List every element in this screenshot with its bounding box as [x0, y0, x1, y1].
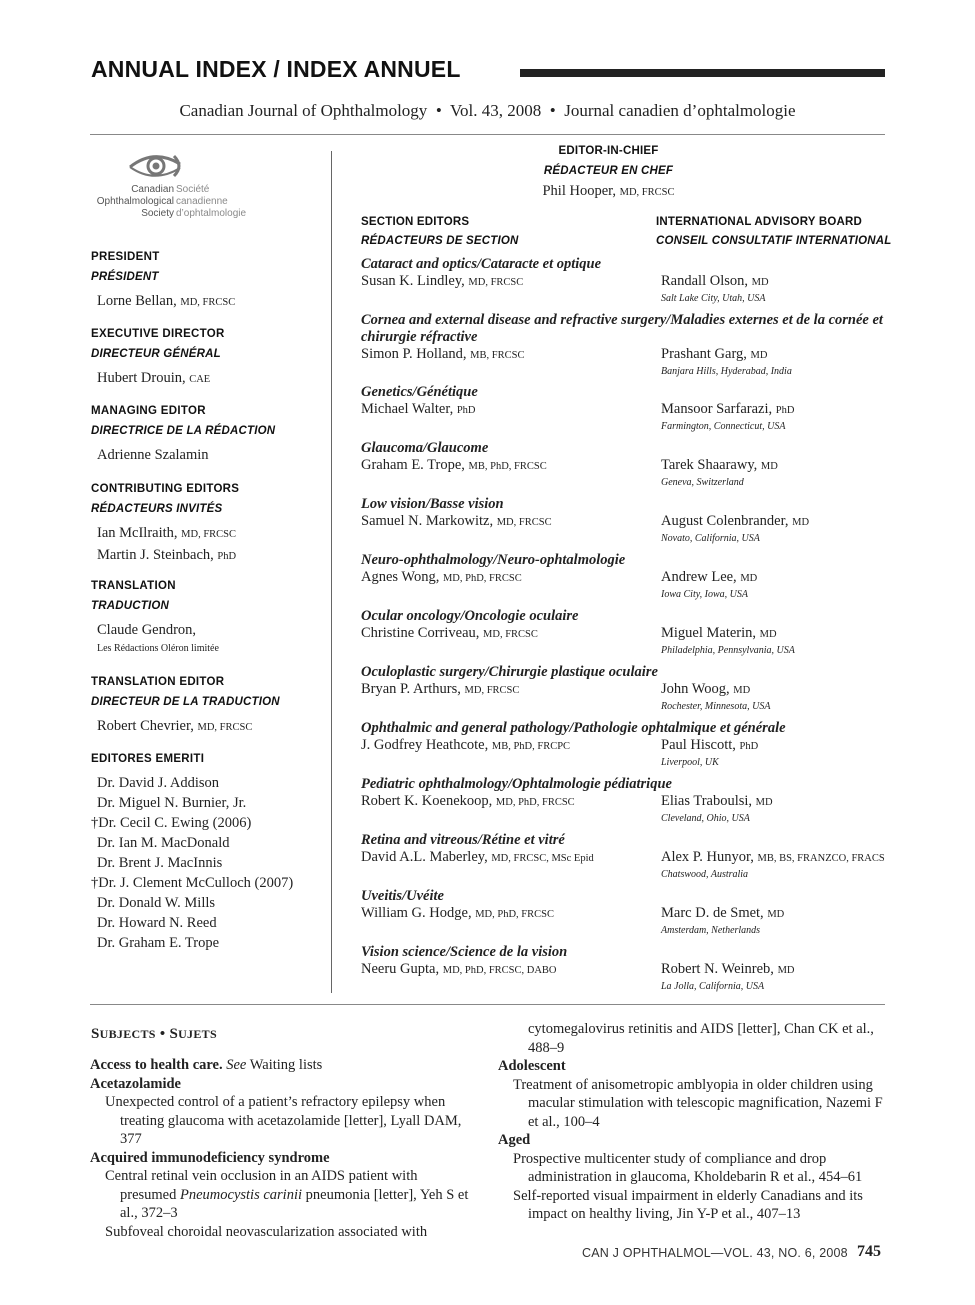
- section-people: [361, 513, 886, 530]
- editor-in-chief: [332, 141, 885, 203]
- role-label-en: EXECUTIVE DIRECTOR: [91, 328, 225, 340]
- advisory-member: Robert N. Weinreb, MD: [661, 961, 795, 977]
- role-label-en: CONTRIBUTING EDITORS: [91, 483, 240, 495]
- advisory-member: Paul Hiscott, PhD: [661, 737, 759, 753]
- advisor-location-row: [361, 810, 886, 827]
- advisor-location: Farmington, Connecticut, USA: [661, 421, 786, 432]
- section-title: Cornea and external disease and refractive surgery/Maladies externes et de la cornée et chirurgie réfractive: [361, 312, 883, 345]
- masthead-emeriti: [91, 749, 326, 953]
- emeritus-name: †Dr. J. Clement McCulloch (2007): [91, 875, 294, 891]
- advisor-location: Liverpool, UK: [661, 757, 719, 768]
- advisor-location-row: [361, 586, 886, 603]
- advisor-location: Cleveland, Ohio, USA: [661, 813, 750, 824]
- index-entry: Subfoveal choroidal neovascularization associated with: [105, 1223, 428, 1240]
- advisor-location: Novato, California, USA: [661, 533, 760, 544]
- index-entry: Unexpected control of a patient’s refractory epilepsy when treating glaucoma with acetazolamide [letter], Lyall DAM, 377: [105, 1094, 462, 1147]
- emeritus-name: Dr. Miguel N. Burnier, Jr.: [97, 795, 247, 811]
- footer-citation: CAN J OPHTHALMOL—VOL. 43, NO. 6, 2008: [582, 1246, 848, 1260]
- advisor-location: Philadelphia, Pennsylvania, USA: [661, 645, 795, 656]
- masthead-translation-editor: [91, 672, 326, 738]
- role-label-fr: DIRECTRICE DE LA RÉDACTION: [91, 425, 276, 437]
- index-entry: Self-reported visual impairment in elderly Canadians and its impact on healthy living, Jin Y-P et al., 407–13: [513, 1187, 863, 1222]
- section-entry: [361, 888, 886, 939]
- advisory-member: Andrew Lee, MD: [661, 569, 758, 585]
- section-entry: [361, 944, 886, 995]
- section-title: Neuro-ophthalmology/Neuro-ophtalmologie: [361, 552, 626, 568]
- role-label-fr: DIRECTEUR GÉNÉRAL: [91, 348, 221, 360]
- index-entry: cytomegalovirus retinitis and AIDS [letter], Chan CK et al., 488–9: [528, 1021, 874, 1056]
- advisor-location-row: [361, 978, 886, 995]
- separator: •: [435, 101, 442, 120]
- volume: Vol. 43, 2008: [449, 101, 542, 120]
- advisor-location: Iowa City, Iowa, USA: [661, 589, 748, 600]
- role-names: [91, 291, 326, 313]
- logo-line: Société: [176, 184, 210, 195]
- section-entry: [361, 720, 886, 771]
- role-label-en: EDITORES EMERITI: [91, 753, 205, 765]
- section-editor: Christine Corriveau, MD, FRCSC: [361, 625, 538, 641]
- advisor-location-row: [361, 290, 886, 307]
- section-title: Oculoplastic surgery/Chirurgie plastique oculaire: [361, 664, 658, 680]
- advisory-member: Prashant Garg, MD: [661, 346, 768, 362]
- emeritus-name: Dr. Graham E. Trope: [97, 935, 220, 951]
- index-term: Aged: [498, 1132, 531, 1148]
- role-names: [91, 368, 326, 390]
- emeritus-name: Dr. Brent J. MacInnis: [97, 855, 223, 871]
- role-label-fr: TRADUCTION: [91, 600, 170, 612]
- section-people: [361, 457, 886, 474]
- eye-icon: [122, 150, 192, 184]
- advisory-member: Alex P. Hunyor, MB, BS, FRANZCO, FRACS: [661, 849, 885, 865]
- eic-label-en: EDITOR-IN-CHIEF: [558, 145, 659, 157]
- section-people: [361, 569, 886, 586]
- index-term: Adolescent: [498, 1058, 566, 1074]
- section-entry: [361, 384, 886, 435]
- section-entry: [361, 552, 886, 603]
- advisor-location: Amsterdam, Netherlands: [661, 925, 761, 936]
- advisory-member: Randall Olson, MD: [661, 273, 769, 289]
- role-names: [91, 523, 326, 567]
- section-entry: [361, 496, 886, 547]
- person: Claude Gendron,: [97, 622, 197, 638]
- advisor-location: La Jolla, California, USA: [661, 981, 765, 992]
- section-editor: Susan K. Lindley, MD, FRCSC: [361, 273, 524, 289]
- advisory-member: Miguel Materin, MD: [661, 625, 777, 641]
- advisor-location-row: [361, 474, 886, 491]
- section-people: [361, 273, 886, 290]
- cos-logo: [92, 150, 252, 222]
- advisor-location-row: [361, 866, 886, 883]
- role-names: [91, 445, 326, 465]
- advisory-member: Elias Traboulsi, MD: [661, 793, 773, 809]
- role-label-en: MANAGING EDITOR: [91, 405, 206, 417]
- company-note: Les Rédactions Oléron limitée: [97, 643, 219, 654]
- section-title: Pediatric ophthalmology/Ophtalmologie pédiatrique: [361, 776, 672, 792]
- logo-text-en: [94, 184, 174, 220]
- person: Hubert Drouin, CAE: [97, 370, 211, 386]
- section-editor: Bryan P. Arthurs, MD, FRCSC: [361, 681, 520, 697]
- section-people: [361, 346, 886, 363]
- advisor-location: Salt Lake City, Utah, USA: [661, 293, 766, 304]
- advisor-location-row: [361, 754, 886, 771]
- logo-line: Canadian: [131, 184, 174, 195]
- section-editor: J. Godfrey Heathcote, MB, PhD, FRCPC: [361, 737, 571, 753]
- section-editor: David A.L. Maberley, MD, FRCSC, MSc Epid: [361, 849, 594, 865]
- masthead-contributing-editors: [91, 479, 326, 567]
- page-number: 745: [857, 1243, 881, 1260]
- journal-name-fr: Journal canadien d’ophtalmologie: [564, 101, 796, 120]
- advisory-member: Mansoor Sarfarazi, PhD: [661, 401, 795, 417]
- section-editors-label-en: SECTION EDITORS: [361, 216, 470, 228]
- section-entry: [361, 608, 886, 659]
- advisory-member: John Woog, MD: [661, 681, 751, 697]
- role-names: [91, 716, 326, 738]
- advisor-location-row: [361, 922, 886, 939]
- advisor-location: Banjara Hills, Hyderabad, India: [661, 366, 792, 377]
- section-people: [361, 625, 886, 642]
- role-label-fr: DIRECTEUR DE LA TRADUCTION: [91, 696, 280, 708]
- logo-line: Ophthalmological: [96, 196, 174, 207]
- section-editor: Samuel N. Markowitz, MD, FRCSC: [361, 513, 552, 529]
- section-people: [361, 793, 886, 810]
- role-names: [91, 620, 326, 658]
- section-people: [361, 905, 886, 922]
- index-term: Acetazolamide: [90, 1075, 181, 1092]
- section-title: Glaucoma/Glaucome: [361, 440, 489, 456]
- section-title: Retina and vitreous/Rétine et vitré: [361, 832, 565, 848]
- person: Adrienne Szalamin: [97, 447, 209, 463]
- logo-text-fr: [176, 184, 246, 220]
- index-entry: Prospective multicenter study of compliance and drop administration in glaucoma, Kholdebarin R et al., 454–61: [513, 1150, 863, 1185]
- section-editor: Agnes Wong, MD, PhD, FRCSC: [361, 569, 522, 585]
- emeritus-name: †Dr. Cecil C. Ewing (2006): [91, 815, 252, 831]
- advisor-location-row: [361, 418, 886, 435]
- index-entry: Central retinal vein occlusion in an AIDS patient with presumed Pneumocystis carinii pneumonia [letter], Yeh S et al., 372–3: [105, 1168, 469, 1221]
- journal-line: [0, 101, 975, 121]
- section-editor: Simon P. Holland, MB, FRCSC: [361, 346, 525, 362]
- logo-line: Society: [141, 208, 174, 219]
- advisory-board-label-en: INTERNATIONAL ADVISORY BOARD: [656, 216, 863, 228]
- section-editor: Neeru Gupta, MD, PhD, FRCSC, DABO: [361, 961, 557, 977]
- advisor-location-row: [361, 642, 886, 659]
- masthead-translation: [91, 576, 326, 658]
- role-label-en: TRANSLATION: [91, 580, 176, 592]
- eic-label-fr: RÉDACTEUR EN CHEF: [543, 165, 674, 177]
- section-editor: Robert K. Koenekoop, MD, PhD, FRCSC: [361, 793, 575, 809]
- person: Martin J. Steinbach, PhD: [97, 547, 237, 563]
- section-title: Uveitis/Uvéite: [361, 888, 444, 904]
- logo-line: d’ophtalmologie: [176, 208, 247, 219]
- section-title: Ophthalmic and general pathology/Pathologie ophtalmique et générale: [361, 720, 786, 736]
- section-people: [361, 681, 886, 698]
- section-editor: William G. Hodge, MD, PhD, FRCSC: [361, 905, 554, 921]
- role-label-en: TRANSLATION EDITOR: [91, 676, 225, 688]
- role-label-fr: PRÉSIDENT: [91, 271, 159, 283]
- emeritus-name: Dr. Howard N. Reed: [97, 915, 217, 931]
- role-label-en: PRESIDENT: [91, 251, 160, 263]
- emeritus-name: Dr. Donald W. Mills: [97, 895, 216, 911]
- section-entry: [361, 664, 886, 715]
- subjects-column-right: [498, 1020, 883, 1224]
- emeriti-list: [91, 773, 326, 953]
- subjects-column-left: [90, 1056, 475, 1241]
- section-editor: Michael Walter, PhD: [361, 401, 476, 417]
- masthead-executive-director: [91, 324, 326, 390]
- advisor-location-row: [361, 698, 886, 715]
- advisory-member: Tarek Shaarawy, MD: [661, 457, 778, 473]
- divider: [90, 1004, 885, 1005]
- section-entry: [361, 256, 886, 307]
- journal-name-en: Canadian Journal of Ophthalmology: [179, 101, 428, 120]
- index-term: Acquired immunodeficiency syndrome: [90, 1149, 330, 1166]
- title-rule: [520, 69, 885, 77]
- section-editor: Graham E. Trope, MB, PhD, FRCSC: [361, 457, 547, 473]
- index-term: Access to health care. See Waiting lists: [90, 1057, 323, 1073]
- emeritus-name: Dr. Ian M. MacDonald: [97, 835, 230, 851]
- section-entry: [361, 312, 886, 380]
- page-title: ANNUAL INDEX / INDEX ANNUEL: [91, 56, 461, 82]
- advisor-location: Rochester, Minnesota, USA: [661, 701, 771, 712]
- advisory-member: Marc D. de Smet, MD: [661, 905, 785, 921]
- section-title: Low vision/Basse vision: [361, 496, 504, 512]
- person: Robert Chevrier, MD, FRCSC: [97, 718, 253, 734]
- advisor-location: Geneva, Switzerland: [661, 477, 744, 488]
- logo-line: canadienne: [176, 196, 228, 207]
- section-entry: [361, 832, 886, 883]
- column-divider: [331, 151, 332, 993]
- advisor-location-row: [361, 363, 886, 380]
- eic-name: Phil Hooper, MD, FRCSC: [542, 183, 675, 199]
- section-editors-label-fr: RÉDACTEURS DE SECTION: [361, 235, 519, 247]
- role-label-fr: RÉDACTEURS INVITÉS: [91, 503, 223, 515]
- advisor-location-row: [361, 530, 886, 547]
- section-title: Genetics/Génétique: [361, 384, 478, 400]
- divider: [90, 134, 885, 135]
- section-people: [361, 849, 886, 866]
- section-people: [361, 737, 886, 754]
- section-title: Cataract and optics/Cataracte et optique: [361, 256, 602, 272]
- section-title: Ocular oncology/Oncologie oculaire: [361, 608, 579, 624]
- advisory-board-label-fr: CONSEIL CONSULTATIF INTERNATIONAL: [656, 235, 892, 247]
- subjects-heading: SUBJECTS • SUJETS: [91, 1026, 217, 1042]
- advisory-member: August Colenbrander, MD: [661, 513, 810, 529]
- section-title: Vision science/Science de la vision: [361, 944, 568, 960]
- section-people: [361, 401, 886, 418]
- masthead-managing-editor: [91, 401, 326, 465]
- person: Lorne Bellan, MD, FRCSC: [97, 293, 236, 309]
- index-entry: Treatment of anisometropic amblyopia in older children using macular stimulation with telescopic magnification, Nazemi F et al., 100–4: [513, 1076, 883, 1130]
- section-entry: [361, 440, 886, 491]
- masthead-president: [91, 247, 326, 313]
- separator: •: [549, 101, 556, 120]
- emeritus-name: Dr. David J. Addison: [97, 775, 220, 791]
- person: Ian McIlraith, MD, FRCSC: [97, 525, 237, 541]
- section-people: [361, 961, 886, 978]
- advisor-location: Chatswood, Australia: [661, 869, 749, 880]
- section-entry: [361, 776, 886, 827]
